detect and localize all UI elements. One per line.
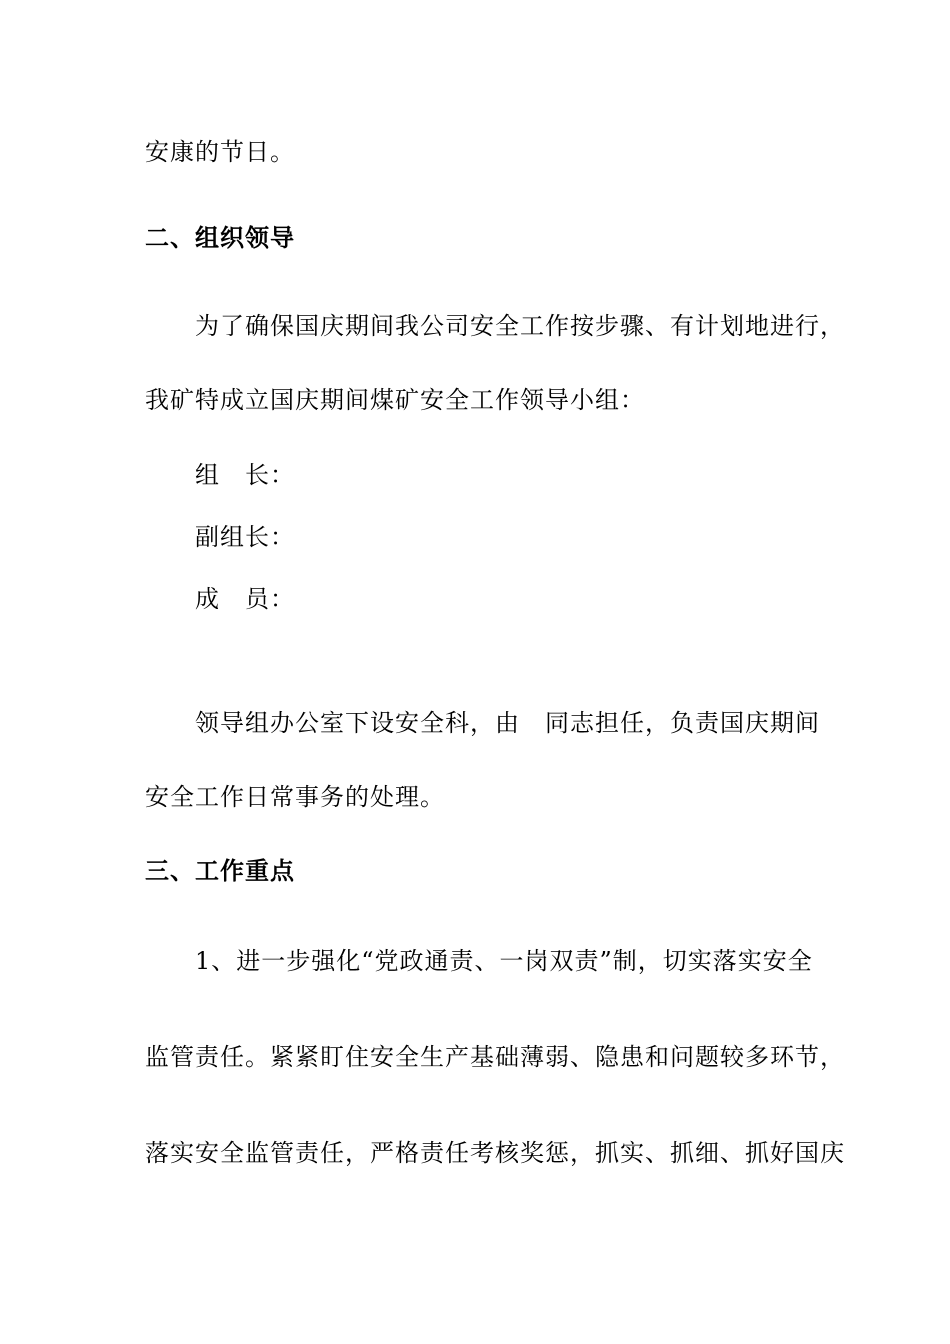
- text-line-3: 为了确保国庆期间我公司安全工作按步骤、有计划地进行，: [195, 312, 845, 340]
- text-line-1: 安康的节日。: [145, 138, 295, 166]
- section-heading-work-focus: 三、工作重点: [145, 856, 295, 885]
- text-line-13: 落实安全监管责任，严格责任考核奖惩，抓实、抓细、抓好国庆: [145, 1139, 845, 1167]
- text-line-12: 监管责任。紧紧盯住安全生产基础薄弱、隐患和问题较多环节，: [145, 1043, 845, 1071]
- leader-label: 组 长：: [195, 461, 295, 489]
- members-label: 成 员：: [195, 585, 295, 613]
- text-line-9: 安全工作日常事务的处理。: [145, 783, 445, 811]
- text-line-11: 1、进一步强化“党政通责、一岗双责”制，切实落实安全: [195, 947, 813, 975]
- text-line-4: 我矿特成立国庆期间煤矿安全工作领导小组：: [145, 386, 645, 414]
- deputy-leader-label: 副组长：: [195, 523, 295, 551]
- section-heading-organization: 二、组织领导: [145, 223, 295, 252]
- text-line-8: 领导组办公室下设安全科，由 同志担任，负责国庆期间: [195, 709, 820, 737]
